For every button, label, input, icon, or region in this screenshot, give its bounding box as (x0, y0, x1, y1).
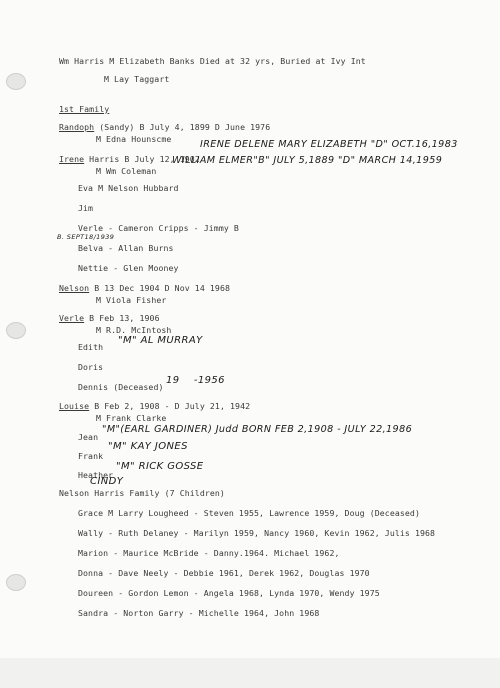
irene-child-belva: Belva - Allan Burns (78, 243, 174, 253)
verle-child-doris: Doris (78, 362, 104, 372)
handwritten-edith-spouse: "M" AL MURRAY (118, 335, 203, 346)
entry-randoph (59, 122, 270, 132)
irene-child-eva: Eva M Nelson Hubbard (78, 183, 179, 193)
header-line-2: M Lay Taggart (104, 74, 170, 84)
irene-child-nettie: Nettie - Glen Mooney (78, 263, 179, 273)
punch-hole-top (6, 73, 26, 90)
name-nelson: Nelson (59, 283, 90, 293)
irene-details: Harris B July 12, 1902 (84, 154, 200, 164)
entry-nelson (59, 283, 230, 293)
handwritten-heather-spouse: "M" RICK GOSSE (116, 461, 204, 472)
handwritten-cindy: CINDY (90, 476, 124, 487)
nelson-family-row: Grace M Larry Lougheed - Steven 1955, Lawrence 1959, Doug (Deceased) (78, 508, 420, 518)
name-randoph: Randoph (59, 122, 95, 132)
entry-louise (59, 401, 250, 411)
randoph-spouse: M Edna Hounscme (96, 134, 172, 144)
name-irene: Irene (59, 154, 85, 164)
nelson-family-row: Sandra - Norton Garry - Michelle 1964, John 1968 (78, 608, 320, 618)
verle-child-edith: Edith (78, 342, 104, 352)
handwritten-belva-birth: B. SEPT18/1939 (57, 233, 115, 241)
verle-details: B Feb 13, 1906 (84, 313, 160, 323)
irene-child-verle: Verle - Cameron Cripps - Jimmy B (78, 223, 239, 233)
louise-child-jean: Jean (78, 432, 99, 442)
handwritten-irene-child-1: IRENE DELENE MARY ELIZABETH "D" OCT.16,1983 (200, 139, 458, 150)
nelson-spouse: M Viola Fisher (96, 295, 167, 305)
handwritten-jean-details: "M"(EARL GARDINER) Judd BORN FEB 2,1908 - JULY 22,1986 (102, 424, 413, 435)
nelson-family-row: Wally - Ruth Delaney - Marilyn 1959, Nancy 1960, Kevin 1962, Julis 1968 (78, 528, 436, 538)
section-title-1st-family: 1st Family (59, 104, 110, 114)
irene-spouse: M Wm Coleman (96, 166, 157, 176)
louise-child-heather: Heather (78, 470, 114, 480)
louise-spouse: M Frank Clarke (96, 413, 167, 423)
header-line-1: Wm Harris M Elizabeth Banks Died at 32 yrs, Buried at Ivy Int (59, 56, 366, 66)
irene-child-jim: Jim (78, 203, 94, 213)
name-louise: Louise (59, 401, 90, 411)
name-verle: Verle (59, 313, 85, 323)
verle-child-dennis: Dennis (Deceased) (78, 382, 164, 392)
punch-hole-middle (6, 322, 26, 339)
verle-spouse: M R.D. McIntosh (96, 325, 172, 335)
handwritten-irene-child-2: WILLIAM ELMER"B" JULY 5,1889 "D" MARCH 14,1959 (172, 155, 443, 166)
nelson-family-row: Doureen - Gordon Lemon - Angela 1968, Lynda 1970, Wendy 1975 (78, 588, 380, 598)
randoph-details: (Sandy) B July 4, 1899 D June 1976 (94, 122, 271, 132)
handwritten-dennis-years: 19 -1956 (166, 375, 225, 386)
louise-child-frank: Frank (78, 451, 104, 461)
nelson-details: B 13 Dec 1904 D Nov 14 1968 (89, 283, 231, 293)
punch-hole-bottom (6, 574, 26, 591)
louise-details: B Feb 2, 1908 - D July 21, 1942 (89, 401, 251, 411)
nelson-family-title: Nelson Harris Family (7 Children) (59, 488, 225, 498)
handwritten-frank-spouse: "M" KAY JONES (108, 441, 188, 452)
nelson-family-row: Marion - Maurice McBride - Danny.1964. Michael 1962, (78, 548, 340, 558)
entry-verle (59, 313, 160, 323)
nelson-family-row: Donna - Dave Neely - Debbie 1961, Derek 1962, Douglas 1970 (78, 568, 370, 578)
